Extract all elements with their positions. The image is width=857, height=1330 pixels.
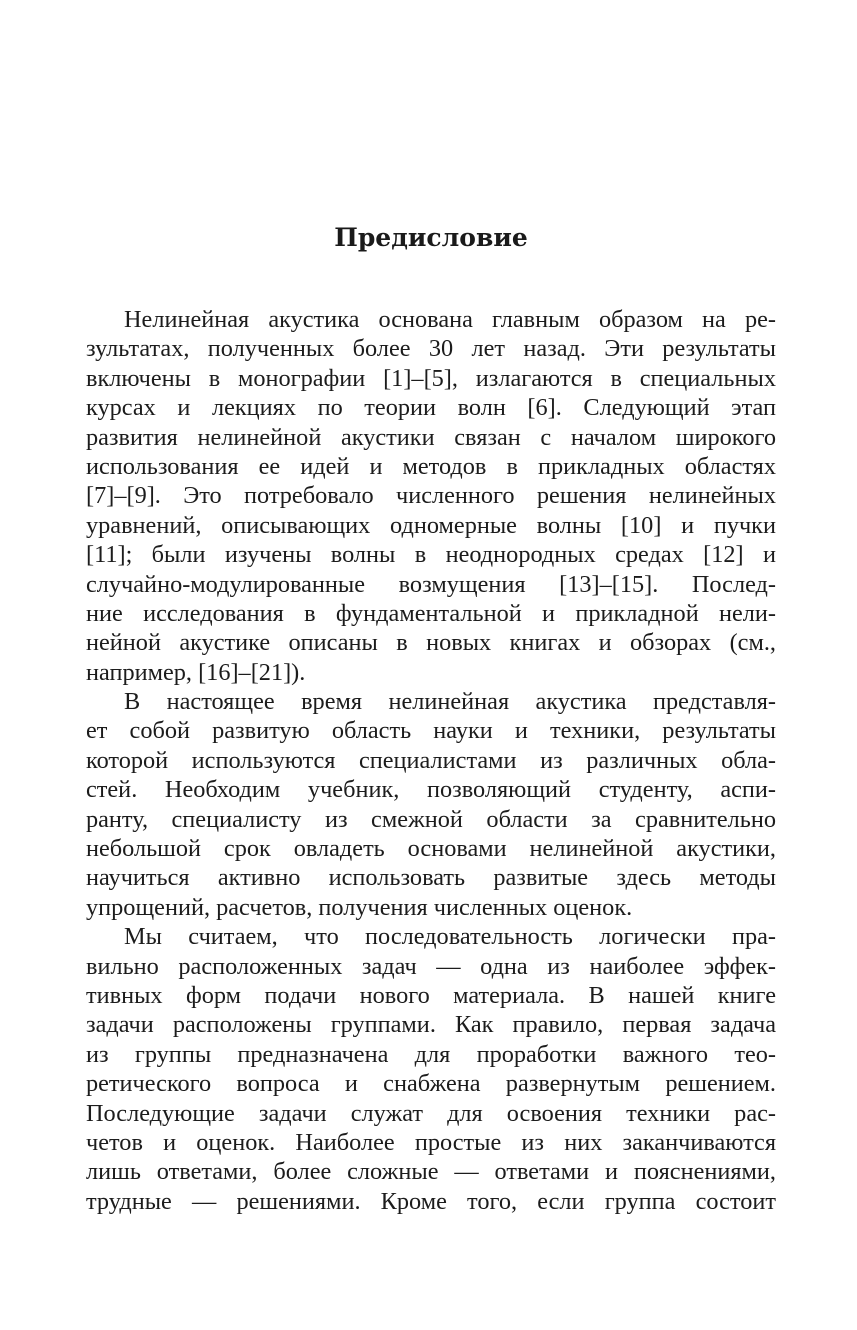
text-line: трудные — решениями. Кроме того, если группа состоит [86,1187,776,1215]
page-title: Предисловие [334,223,528,252]
text-line: небольшой срок овладеть основами нелинейной акустики, [86,835,776,863]
text-line: Нелинейная акустика основана главным образом на ре- [124,306,776,333]
text-line: зультатах, полученных более 30 лет назад. Эти результаты [86,335,776,363]
text-line: научиться активно использовать развитые здесь методы [86,864,776,892]
text-line: которой используются специалистами из различных обла- [86,746,776,774]
text-line: Мы считаем, что последовательность логически пра- [124,923,776,951]
text-line: например, [16]–[21]). [86,658,306,686]
text-line: стей. Необходим учебник, позволяющий студенту, аспи- [86,776,776,804]
paragraph-2 [86,687,776,922]
text-line: [11]; были изучены волны в неоднородных средах [12] и [86,541,776,569]
text-line: включены в монографии [1]–[5], излагаются в специальных [86,364,776,392]
text-line: В настоящее время нелинейная акустика представля- [124,688,776,716]
text-line: ранту, специалисту из смежной области за сравнительно [86,805,776,833]
text-line: упрощений, расчетов, получения численных оценок. [86,893,633,921]
text-line: ет собой развитую область науки и техники, результаты [86,717,776,745]
paragraph-3 [86,922,776,1216]
text-line: нейной акустике описаны в новых книгах и обзорах (см., [86,629,776,657]
text-line: задачи расположены группами. Как правило, первая задача [86,1011,776,1039]
text-line: лишь ответами, более сложные — ответами и пояснениями, [86,1158,776,1186]
text-line: ретического вопроса и снабжена развернутым решением. [86,1070,776,1098]
text-line: использования ее идей и методов в прикладных областях [86,452,776,480]
text-line: из группы предназначена для проработки важного тео- [86,1040,776,1068]
text-line: [7]–[9]. Это потребовало численного решения нелинейных [86,482,776,510]
text-line: Последующие задачи служат для освоения техники рас- [86,1099,776,1127]
text-line: уравнений, описывающих одномерные волны [10] и пучки [86,511,776,539]
page-body [86,305,776,1216]
text-line: ние исследования в фундаментальной и прикладной нели- [86,599,776,627]
text-line: вильно расположенных задач — одна из наиболее эффек- [86,952,776,980]
paragraph-1 [86,305,776,687]
text-line: тивных форм подачи нового материала. В нашей книге [86,981,776,1009]
text-line: развития нелинейной акустики связан с началом широкого [86,423,776,451]
text-line: курсах и лекциях по теории волн [6]. Следующий этап [86,394,776,422]
text-line: случайно-модулированные возмущения [13]–[15]. Послед- [86,570,776,598]
text-line: четов и оценок. Наиболее простые из них заканчиваются [86,1128,776,1156]
